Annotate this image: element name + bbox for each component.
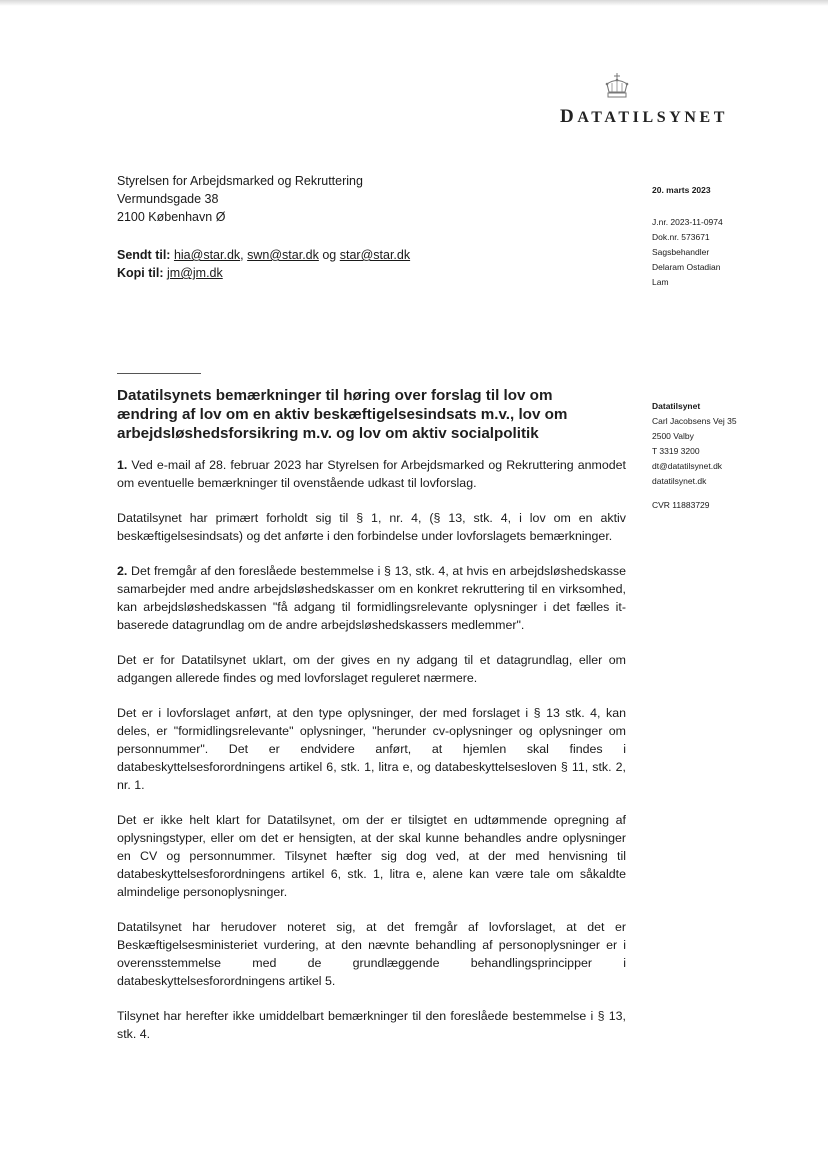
caseworker-label: Sagsbehandler	[652, 247, 710, 257]
letter-heading: Datatilsynets bemærkninger til høring over forslag til lov om ændring af lov om en aktiv beskæftigelsesindsats m.v., lov om arbejdsløshedsforsikring m.v. og lov om aktiv socialpolitik	[117, 387, 568, 442]
journal-number: J.nr. 2023-11-0974	[652, 217, 723, 227]
sent-to-label: Sendt til:	[117, 248, 171, 262]
crown-icon	[604, 72, 630, 100]
letter-date: 20. marts 2023	[652, 185, 711, 195]
paragraph: Det er i lovforslaget anført, at den type oplysninger, der med forslaget i § 13 stk. 4, kan deles, er "formidlingsrelevante" oplysninger, "herunder cv-oplysninger og oplysninger om personnummer". Det er endvidere anført, at hjemlen skal findes i databeskyttelsesforordningens artikel 6, stk. 1, litra e, og databeskyttelsesloven § 11, stk. 2, nr. 1.	[117, 706, 626, 792]
sender-city: 2500 Valby	[652, 431, 694, 441]
recipient-line: Styrelsen for Arbejdsmarked og Rekruttering	[117, 174, 363, 188]
email-link-jm[interactable]: jm@jm.dk	[167, 266, 223, 280]
paragraph: Datatilsynet har primært forholdt sig til § 1, nr. 4, (§ 13, stk. 4, i lov om en aktiv beskæftigelsesindsats) og det anførte i den forbindelse under lovforslagets bemærkninger.	[117, 511, 626, 543]
heading-divider	[117, 373, 201, 374]
section-number: 2.	[117, 564, 128, 578]
email-link-hia[interactable]: hia@star.dk	[173, 248, 241, 262]
paragraph: Datatilsynet har herudover noteret sig, at det fremgår af lovforslaget, at det er Beskæftigelsesministeriet vurdering, at den nævnte behandling af personoplysninger er i overensstemmelse med de grundlæggende behandlingsprincipper i databeskyttelsesforordningens artikel 5.	[117, 920, 626, 988]
copy-to-label: Kopi til:	[117, 266, 164, 280]
sender-info	[652, 399, 817, 513]
recipient-address	[117, 172, 363, 226]
paragraph: 1. Ved e-mail af 28. februar 2023 har Styrelsen for Arbejdsmarked og Rekruttering anmodet om eventuelle bemærkninger til ovenstående udkast til lovforslag.	[117, 458, 626, 490]
document-meta	[652, 183, 817, 290]
section-number: 1.	[117, 458, 128, 472]
sent-to-line: Sendt til: hia@star.dk, swn@star.dk og star@star.dk	[117, 248, 411, 262]
sender-web[interactable]: datatilsynet.dk	[652, 476, 707, 486]
sender-email[interactable]: dt@datatilsynet.dk	[652, 461, 723, 471]
logo-wordmark: DATATILSYNET	[560, 106, 729, 127]
caseworker-name: Delaram Ostadian	[652, 262, 721, 272]
paragraph: Tilsynet har herefter ikke umiddelbart bemærkninger til den foreslåede bestemmelse i § 13, stk. 4.	[117, 1009, 626, 1041]
sender-phone: T 3319 3200	[652, 446, 700, 456]
email-link-swn[interactable]: swn@star.dk	[247, 248, 319, 262]
sender-org: Datatilsynet	[652, 401, 701, 411]
paragraph: 2. Det fremgår af den foreslåede bestemmelse i § 13, stk. 4, at hvis en arbejdsløshedskasse samarbejder med andre arbejdsløshedskasser om en konkret rekruttering til en virksomhed, kan arbejdsløshedskassen "få adgang til formidlingsrelevante oplysninger i det fælles it-baserede datagrundlag om de andre arbejdsløshedskassers medlemmer".	[117, 564, 626, 632]
caseworker-name: Lam	[652, 277, 669, 287]
scan-edge	[0, 0, 828, 6]
document-number: Dok.nr. 573671	[652, 232, 710, 242]
letter-body	[117, 456, 626, 1060]
paragraph: Det er ikke helt klart for Datatilsynet, om der er tilsigtet en udtømmende opregning af oplysningstyper, eller om det er hensigten, at der skal kunne behandles andre oplysninger en CV og personnummer. Tilsynet hæfter sig dog ved, at der med henvisning til databeskyttelsesforordningens artikel 6, stk. 1, litra e, alene kan være tale om såkaldte almindelige personoplysninger.	[117, 813, 626, 899]
sender-cvr: CVR 11883729	[652, 500, 710, 510]
recipient-line: 2100 København Ø	[117, 210, 226, 224]
copy-to-line	[117, 264, 410, 282]
paragraph: Det er for Datatilsynet uklart, om der gives en ny adgang til et datagrundlag, eller om adgangen allerede findes og med lovforslaget reguleret nærmere.	[117, 653, 626, 685]
contact-lines	[117, 246, 410, 282]
email-link-star[interactable]: star@star.dk	[339, 248, 411, 262]
sender-street: Carl Jacobsens Vej 35	[652, 416, 737, 426]
datatilsynet-logo	[555, 72, 755, 132]
recipient-line: Vermundsgade 38	[117, 192, 219, 206]
